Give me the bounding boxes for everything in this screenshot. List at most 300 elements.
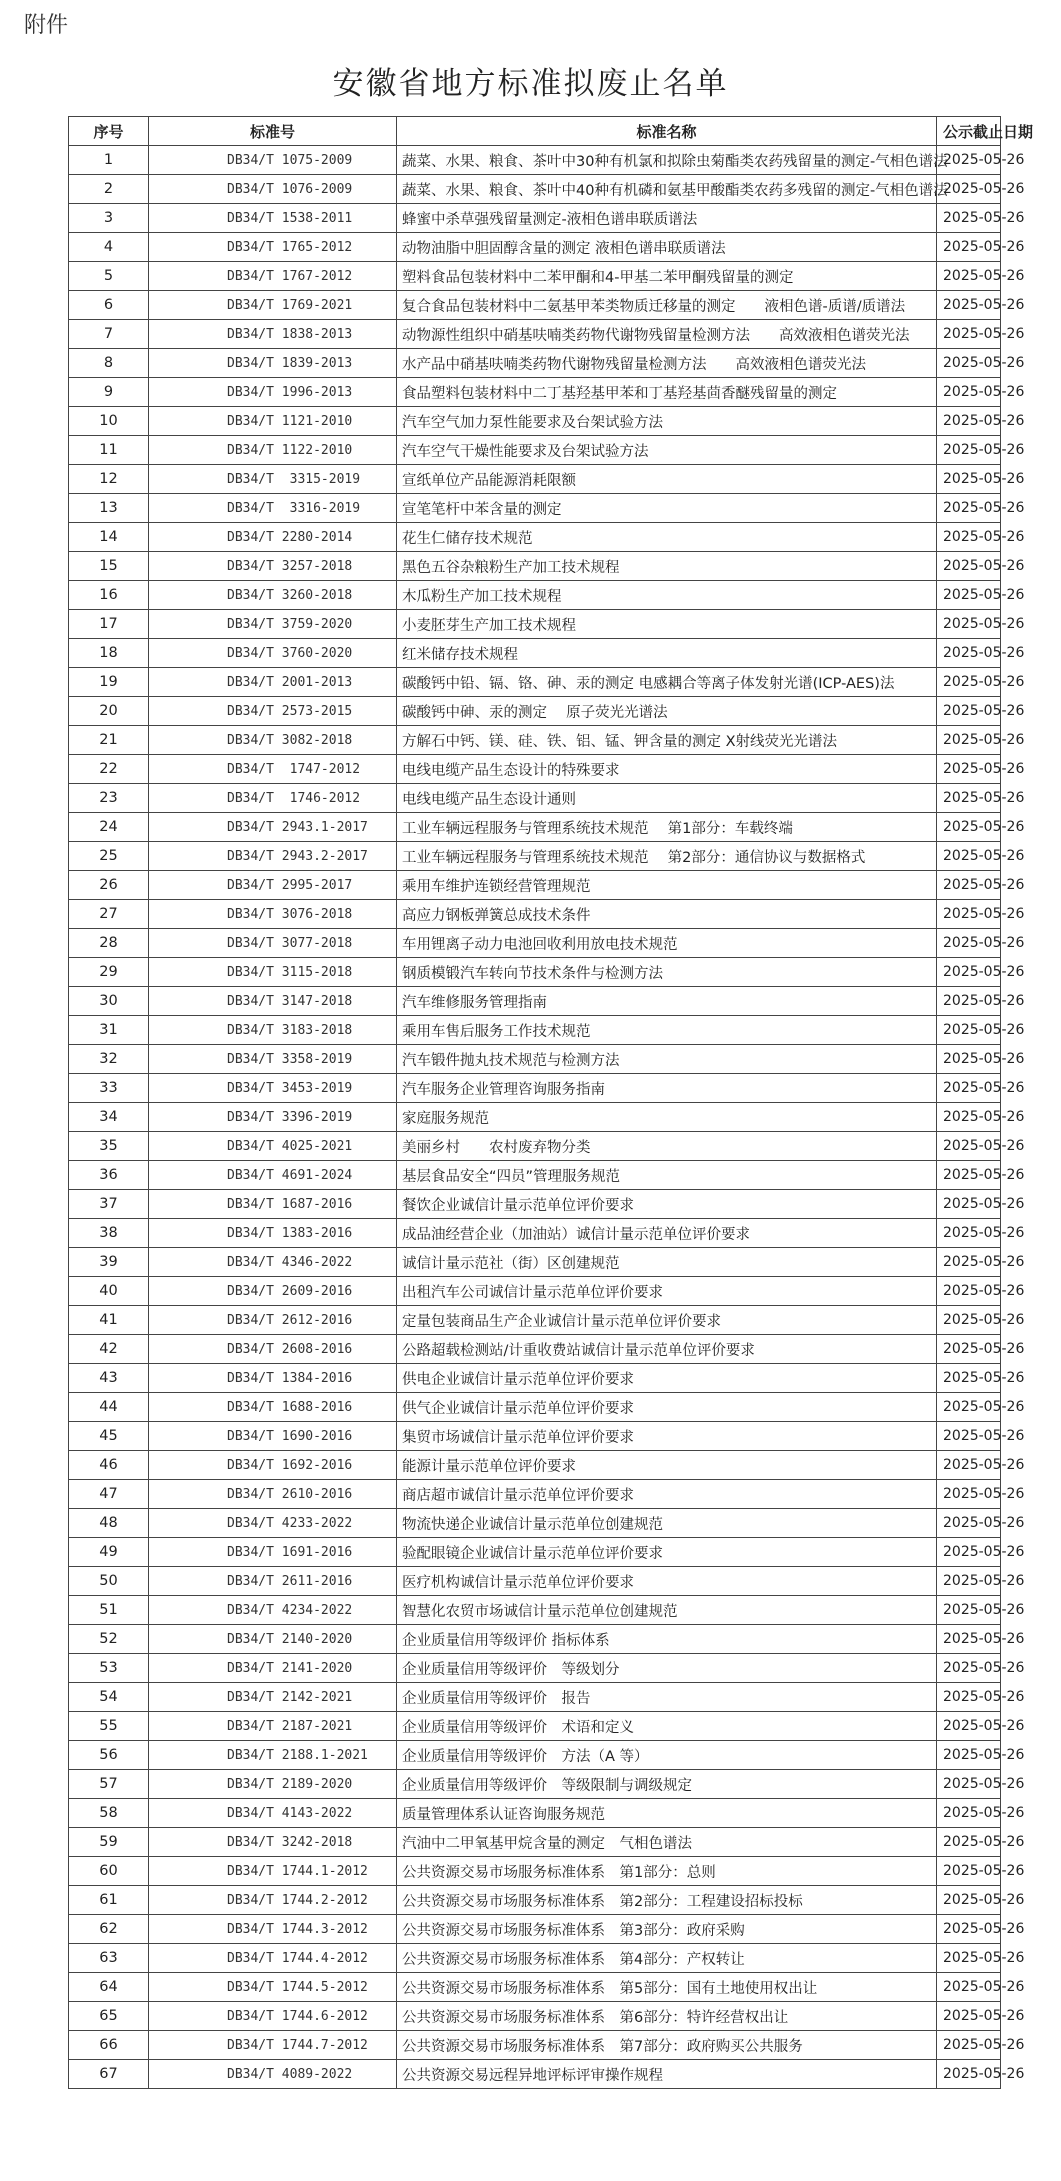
cell-deadline-date: 2025-05-26 xyxy=(937,465,1001,494)
cell-serial-number: 32 xyxy=(69,1045,149,1074)
cell-standard-code: DB34/T 1538-2011 xyxy=(149,204,397,233)
cell-standard-name: 木瓜粉生产加工技术规程 xyxy=(397,581,937,610)
cell-serial-number: 57 xyxy=(69,1770,149,1799)
cell-standard-code: DB34/T 2280-2014 xyxy=(149,523,397,552)
cell-standard-name: 宣笔笔杆中苯含量的测定 xyxy=(397,494,937,523)
cell-standard-code: DB34/T 1076-2009 xyxy=(149,175,397,204)
table-row xyxy=(69,726,1001,755)
cell-standard-name: 电线电缆产品生态设计通则 xyxy=(397,784,937,813)
cell-serial-number: 20 xyxy=(69,697,149,726)
cell-deadline-date: 2025-05-26 xyxy=(937,987,1001,1016)
cell-deadline-date: 2025-05-26 xyxy=(937,1219,1001,1248)
table-row xyxy=(69,1596,1001,1625)
table-row xyxy=(69,697,1001,726)
cell-standard-name: 餐饮企业诚信计量示范单位评价要求 xyxy=(397,1190,937,1219)
cell-standard-code: DB34/T 2140-2020 xyxy=(149,1625,397,1654)
cell-standard-code: DB34/T 2188.1-2021 xyxy=(149,1741,397,1770)
cell-deadline-date: 2025-05-26 xyxy=(937,1799,1001,1828)
cell-standard-code: DB34/T 3147-2018 xyxy=(149,987,397,1016)
header-deadline-date: 公示截止日期 xyxy=(937,117,1001,146)
cell-standard-name: 能源计量示范单位评价要求 xyxy=(397,1451,937,1480)
table-row xyxy=(69,1422,1001,1451)
cell-standard-code: DB34/T 4691-2024 xyxy=(149,1161,397,1190)
cell-standard-code: DB34/T 2189-2020 xyxy=(149,1770,397,1799)
cell-deadline-date: 2025-05-26 xyxy=(937,146,1001,175)
cell-standard-name: 企业质量信用等级评价 等级划分 xyxy=(397,1654,937,1683)
table-row xyxy=(69,1335,1001,1364)
cell-serial-number: 66 xyxy=(69,2031,149,2060)
cell-standard-name: 家庭服务规范 xyxy=(397,1103,937,1132)
cell-standard-name: 出租汽车公司诚信计量示范单位评价要求 xyxy=(397,1277,937,1306)
cell-serial-number: 28 xyxy=(69,929,149,958)
table-row xyxy=(69,1045,1001,1074)
cell-serial-number: 67 xyxy=(69,2060,149,2089)
header-serial-number: 序号 xyxy=(69,117,149,146)
cell-serial-number: 59 xyxy=(69,1828,149,1857)
cell-standard-name: 智慧化农贸市场诚信计量示范单位创建规范 xyxy=(397,1596,937,1625)
cell-standard-name: 高应力钢板弹簧总成技术条件 xyxy=(397,900,937,929)
cell-deadline-date: 2025-05-26 xyxy=(937,1422,1001,1451)
cell-serial-number: 14 xyxy=(69,523,149,552)
table-row xyxy=(69,1799,1001,1828)
cell-standard-name: 宣纸单位产品能源消耗限额 xyxy=(397,465,937,494)
cell-serial-number: 27 xyxy=(69,900,149,929)
table-row xyxy=(69,291,1001,320)
cell-serial-number: 30 xyxy=(69,987,149,1016)
cell-standard-code: DB34/T 2609-2016 xyxy=(149,1277,397,1306)
cell-standard-code: DB34/T 2608-2016 xyxy=(149,1335,397,1364)
cell-standard-code: DB34/T 1687-2016 xyxy=(149,1190,397,1219)
header-standard-code: 标准号 xyxy=(149,117,397,146)
cell-deadline-date: 2025-05-26 xyxy=(937,842,1001,871)
cell-standard-name: 公共资源交易市场服务标准体系 第4部分：产权转让 xyxy=(397,1944,937,1973)
cell-standard-code: DB34/T 1075-2009 xyxy=(149,146,397,175)
cell-deadline-date: 2025-05-26 xyxy=(937,1103,1001,1132)
cell-standard-code: DB34/T 1838-2013 xyxy=(149,320,397,349)
cell-standard-name: 公共资源交易市场服务标准体系 第7部分：政府购买公共服务 xyxy=(397,2031,937,2060)
cell-standard-name: 验配眼镜企业诚信计量示范单位评价要求 xyxy=(397,1538,937,1567)
cell-deadline-date: 2025-05-26 xyxy=(937,1683,1001,1712)
cell-serial-number: 50 xyxy=(69,1567,149,1596)
cell-deadline-date: 2025-05-26 xyxy=(937,2002,1001,2031)
cell-standard-name: 汽车锻件抛丸技术规范与检测方法 xyxy=(397,1045,937,1074)
cell-serial-number: 18 xyxy=(69,639,149,668)
table-row xyxy=(69,175,1001,204)
cell-standard-code: DB34/T 3077-2018 xyxy=(149,929,397,958)
standards-table-container xyxy=(68,116,1034,2089)
cell-serial-number: 62 xyxy=(69,1915,149,1944)
table-row xyxy=(69,871,1001,900)
cell-standard-code: DB34/T 3260-2018 xyxy=(149,581,397,610)
cell-deadline-date: 2025-05-26 xyxy=(937,1480,1001,1509)
table-row xyxy=(69,1944,1001,1973)
table-row xyxy=(69,407,1001,436)
cell-standard-code: DB34/T 4346-2022 xyxy=(149,1248,397,1277)
cell-serial-number: 11 xyxy=(69,436,149,465)
table-row xyxy=(69,755,1001,784)
cell-standard-code: DB34/T 1383-2016 xyxy=(149,1219,397,1248)
cell-standard-name: 企业质量信用等级评价 指标体系 xyxy=(397,1625,937,1654)
cell-deadline-date: 2025-05-26 xyxy=(937,523,1001,552)
table-body xyxy=(69,146,1025,2089)
table-row xyxy=(69,1016,1001,1045)
table-header xyxy=(69,117,1034,146)
cell-standard-name: 医疗机构诚信计量示范单位评价要求 xyxy=(397,1567,937,1596)
cell-deadline-date: 2025-05-26 xyxy=(937,1045,1001,1074)
cell-deadline-date: 2025-05-26 xyxy=(937,1509,1001,1538)
cell-serial-number: 65 xyxy=(69,2002,149,2031)
table-row xyxy=(69,929,1001,958)
cell-standard-code: DB34/T 1744.3-2012 xyxy=(149,1915,397,1944)
cell-standard-name: 工业车辆远程服务与管理系统技术规范 第1部分：车载终端 xyxy=(397,813,937,842)
cell-standard-code: DB34/T 1744.2-2012 xyxy=(149,1886,397,1915)
cell-deadline-date: 2025-05-26 xyxy=(937,784,1001,813)
table-row xyxy=(69,523,1001,552)
cell-deadline-date: 2025-05-26 xyxy=(937,871,1001,900)
standards-table xyxy=(68,116,1034,2089)
cell-serial-number: 26 xyxy=(69,871,149,900)
cell-standard-code: DB34/T 3453-2019 xyxy=(149,1074,397,1103)
cell-standard-name: 商店超市诚信计量示范单位评价要求 xyxy=(397,1480,937,1509)
cell-standard-code: DB34/T 1767-2012 xyxy=(149,262,397,291)
cell-deadline-date: 2025-05-26 xyxy=(937,1538,1001,1567)
cell-standard-code: DB34/T 3076-2018 xyxy=(149,900,397,929)
cell-standard-name: 车用锂离子动力电池回收利用放电技术规范 xyxy=(397,929,937,958)
cell-standard-code: DB34/T 2612-2016 xyxy=(149,1306,397,1335)
page-title: 安徽省地方标准拟废止名单 xyxy=(332,66,729,102)
cell-serial-number: 40 xyxy=(69,1277,149,1306)
cell-deadline-date: 2025-05-26 xyxy=(937,755,1001,784)
cell-deadline-date: 2025-05-26 xyxy=(937,1944,1001,1973)
cell-serial-number: 51 xyxy=(69,1596,149,1625)
cell-deadline-date: 2025-05-26 xyxy=(937,1161,1001,1190)
cell-deadline-date: 2025-05-26 xyxy=(937,2060,1001,2089)
cell-deadline-date: 2025-05-26 xyxy=(937,1451,1001,1480)
cell-standard-name: 企业质量信用等级评价 等级限制与调级规定 xyxy=(397,1770,937,1799)
table-row xyxy=(69,813,1001,842)
table-row xyxy=(69,900,1001,929)
table-row xyxy=(69,552,1001,581)
cell-deadline-date: 2025-05-26 xyxy=(937,1364,1001,1393)
cell-serial-number: 43 xyxy=(69,1364,149,1393)
cell-standard-name: 蔬菜、水果、粮食、茶叶中40种有机磷和氨基甲酸酯类农药多残留的测定-气相色谱法 xyxy=(397,175,937,204)
cell-standard-name: 汽车空气干燥性能要求及台架试验方法 xyxy=(397,436,937,465)
cell-serial-number: 38 xyxy=(69,1219,149,1248)
cell-deadline-date: 2025-05-26 xyxy=(937,1741,1001,1770)
cell-deadline-date: 2025-05-26 xyxy=(937,1654,1001,1683)
cell-serial-number: 53 xyxy=(69,1654,149,1683)
cell-standard-code: DB34/T 1769-2021 xyxy=(149,291,397,320)
cell-deadline-date: 2025-05-26 xyxy=(937,610,1001,639)
cell-standard-name: 公共资源交易市场服务标准体系 第6部分：特许经营权出让 xyxy=(397,2002,937,2031)
cell-deadline-date: 2025-05-26 xyxy=(937,1886,1001,1915)
cell-standard-code: DB34/T 2611-2016 xyxy=(149,1567,397,1596)
cell-serial-number: 3 xyxy=(69,204,149,233)
cell-deadline-date: 2025-05-26 xyxy=(937,175,1001,204)
cell-serial-number: 5 xyxy=(69,262,149,291)
table-row xyxy=(69,378,1001,407)
table-row xyxy=(69,1712,1001,1741)
cell-standard-name: 钢质模锻汽车转向节技术条件与检测方法 xyxy=(397,958,937,987)
cell-standard-code: DB34/T 3759-2020 xyxy=(149,610,397,639)
table-row xyxy=(69,639,1001,668)
cell-serial-number: 55 xyxy=(69,1712,149,1741)
cell-standard-code: DB34/T 3760-2020 xyxy=(149,639,397,668)
table-row xyxy=(69,581,1001,610)
cell-standard-name: 企业质量信用等级评价 报告 xyxy=(397,1683,937,1712)
cell-standard-code: DB34/T 1688-2016 xyxy=(149,1393,397,1422)
cell-standard-name: 诚信计量示范社（街）区创建规范 xyxy=(397,1248,937,1277)
cell-deadline-date: 2025-05-26 xyxy=(937,900,1001,929)
cell-standard-name: 汽车维修服务管理指南 xyxy=(397,987,937,1016)
cell-serial-number: 44 xyxy=(69,1393,149,1422)
cell-standard-name: 动物油脂中胆固醇含量的测定 液相色谱串联质谱法 xyxy=(397,233,937,262)
table-row xyxy=(69,2031,1001,2060)
cell-serial-number: 9 xyxy=(69,378,149,407)
cell-standard-name: 小麦胚芽生产加工技术规程 xyxy=(397,610,937,639)
cell-deadline-date: 2025-05-26 xyxy=(937,1190,1001,1219)
cell-serial-number: 60 xyxy=(69,1857,149,1886)
attachment-label: 附件 xyxy=(24,13,69,38)
cell-standard-name: 质量管理体系认证咨询服务规范 xyxy=(397,1799,937,1828)
table-row xyxy=(69,1364,1001,1393)
table-row xyxy=(69,1857,1001,1886)
cell-serial-number: 1 xyxy=(69,146,149,175)
table-row xyxy=(69,494,1001,523)
cell-standard-name: 汽油中二甲氧基甲烷含量的测定 气相色谱法 xyxy=(397,1828,937,1857)
cell-standard-name: 方解石中钙、镁、硅、铁、铝、锰、钾含量的测定 X射线荧光光谱法 xyxy=(397,726,937,755)
cell-serial-number: 42 xyxy=(69,1335,149,1364)
table-row xyxy=(69,1683,1001,1712)
table-row xyxy=(69,436,1001,465)
cell-deadline-date: 2025-05-26 xyxy=(937,1074,1001,1103)
cell-standard-name: 公共资源交易市场服务标准体系 第5部分：国有土地使用权出让 xyxy=(397,1973,937,2002)
cell-serial-number: 36 xyxy=(69,1161,149,1190)
cell-standard-name: 定量包装商品生产企业诚信计量示范单位评价要求 xyxy=(397,1306,937,1335)
cell-standard-code: DB34/T 4234-2022 xyxy=(149,1596,397,1625)
cell-standard-name: 蜂蜜中杀草强残留量测定-液相色谱串联质谱法 xyxy=(397,204,937,233)
cell-standard-name: 公共资源交易市场服务标准体系 第1部分：总则 xyxy=(397,1857,937,1886)
cell-deadline-date: 2025-05-26 xyxy=(937,1335,1001,1364)
cell-deadline-date: 2025-05-26 xyxy=(937,639,1001,668)
cell-standard-name: 电线电缆产品生态设计的特殊要求 xyxy=(397,755,937,784)
cell-deadline-date: 2025-05-26 xyxy=(937,1973,1001,2002)
table-row xyxy=(69,958,1001,987)
cell-standard-name: 碳酸钙中砷、汞的测定 原子荧光光谱法 xyxy=(397,697,937,726)
cell-standard-code: DB34/T 1746-2012 xyxy=(149,784,397,813)
cell-standard-code: DB34/T 2142-2021 xyxy=(149,1683,397,1712)
cell-standard-code: DB34/T 1122-2010 xyxy=(149,436,397,465)
cell-standard-name: 乘用车售后服务工作技术规范 xyxy=(397,1016,937,1045)
cell-serial-number: 16 xyxy=(69,581,149,610)
cell-standard-code: DB34/T 4143-2022 xyxy=(149,1799,397,1828)
table-row xyxy=(69,349,1001,378)
cell-standard-code: DB34/T 4233-2022 xyxy=(149,1509,397,1538)
cell-deadline-date: 2025-05-26 xyxy=(937,204,1001,233)
cell-serial-number: 41 xyxy=(69,1306,149,1335)
cell-deadline-date: 2025-05-26 xyxy=(937,552,1001,581)
cell-serial-number: 47 xyxy=(69,1480,149,1509)
cell-standard-code: DB34/T 3257-2018 xyxy=(149,552,397,581)
cell-standard-name: 红米储存技术规程 xyxy=(397,639,937,668)
cell-standard-code: DB34/T 2995-2017 xyxy=(149,871,397,900)
cell-standard-code: DB34/T 1691-2016 xyxy=(149,1538,397,1567)
cell-serial-number: 12 xyxy=(69,465,149,494)
cell-standard-code: DB34/T 3316-2019 xyxy=(149,494,397,523)
cell-standard-name: 复合食品包装材料中二氨基甲苯类物质迁移量的测定 液相色谱-质谱/质谱法 xyxy=(397,291,937,320)
cell-standard-name: 企业质量信用等级评价 方法（A 等） xyxy=(397,1741,937,1770)
cell-serial-number: 39 xyxy=(69,1248,149,1277)
cell-serial-number: 58 xyxy=(69,1799,149,1828)
cell-serial-number: 17 xyxy=(69,610,149,639)
cell-standard-name: 动物源性组织中硝基呋喃类药物代谢物残留量检测方法 高效液相色谱荧光法 xyxy=(397,320,937,349)
cell-serial-number: 23 xyxy=(69,784,149,813)
cell-deadline-date: 2025-05-26 xyxy=(937,929,1001,958)
cell-standard-code: DB34/T 3082-2018 xyxy=(149,726,397,755)
cell-deadline-date: 2025-05-26 xyxy=(937,1596,1001,1625)
table-row xyxy=(69,987,1001,1016)
cell-serial-number: 4 xyxy=(69,233,149,262)
cell-serial-number: 22 xyxy=(69,755,149,784)
table-row xyxy=(69,2060,1001,2089)
table-row xyxy=(69,842,1001,871)
cell-deadline-date: 2025-05-26 xyxy=(937,668,1001,697)
cell-deadline-date: 2025-05-26 xyxy=(937,1248,1001,1277)
cell-deadline-date: 2025-05-26 xyxy=(937,1306,1001,1335)
cell-serial-number: 54 xyxy=(69,1683,149,1712)
table-row xyxy=(69,146,1001,175)
table-row xyxy=(69,1103,1001,1132)
cell-standard-name: 蔬菜、水果、粮食、茶叶中30种有机氯和拟除虫菊酯类农药残留量的测定-气相色谱法 xyxy=(397,146,937,175)
cell-deadline-date: 2025-05-26 xyxy=(937,349,1001,378)
cell-deadline-date: 2025-05-26 xyxy=(937,581,1001,610)
cell-standard-code: DB34/T 1121-2010 xyxy=(149,407,397,436)
cell-serial-number: 46 xyxy=(69,1451,149,1480)
cell-standard-name: 汽车服务企业管理咨询服务指南 xyxy=(397,1074,937,1103)
table-row xyxy=(69,320,1001,349)
cell-standard-name: 公共资源交易市场服务标准体系 第3部分：政府采购 xyxy=(397,1915,937,1944)
table-row xyxy=(69,784,1001,813)
table-row xyxy=(69,1509,1001,1538)
cell-standard-name: 公共资源交易远程异地评标评审操作规程 xyxy=(397,2060,937,2089)
cell-deadline-date: 2025-05-26 xyxy=(937,1393,1001,1422)
cell-standard-code: DB34/T 1744.4-2012 xyxy=(149,1944,397,1973)
table-row xyxy=(69,262,1001,291)
table-row xyxy=(69,1277,1001,1306)
table-row xyxy=(69,668,1001,697)
cell-deadline-date: 2025-05-26 xyxy=(937,1828,1001,1857)
cell-standard-code: DB34/T 1690-2016 xyxy=(149,1422,397,1451)
cell-standard-name: 乘用车维护连锁经营管理规范 xyxy=(397,871,937,900)
cell-standard-code: DB34/T 1384-2016 xyxy=(149,1364,397,1393)
table-row xyxy=(69,1538,1001,1567)
cell-standard-code: DB34/T 2610-2016 xyxy=(149,1480,397,1509)
table-row xyxy=(69,1770,1001,1799)
table-header-row xyxy=(69,117,1001,146)
cell-serial-number: 2 xyxy=(69,175,149,204)
cell-serial-number: 19 xyxy=(69,668,149,697)
table-row xyxy=(69,1190,1001,1219)
cell-standard-code: DB34/T 4025-2021 xyxy=(149,1132,397,1161)
cell-serial-number: 48 xyxy=(69,1509,149,1538)
cell-standard-code: DB34/T 3115-2018 xyxy=(149,958,397,987)
table-row xyxy=(69,1074,1001,1103)
cell-standard-code: DB34/T 1692-2016 xyxy=(149,1451,397,1480)
cell-serial-number: 10 xyxy=(69,407,149,436)
cell-serial-number: 64 xyxy=(69,1973,149,2002)
cell-serial-number: 37 xyxy=(69,1190,149,1219)
cell-standard-code: DB34/T 2943.2-2017 xyxy=(149,842,397,871)
table-row xyxy=(69,465,1001,494)
table-row xyxy=(69,1654,1001,1683)
cell-serial-number: 49 xyxy=(69,1538,149,1567)
cell-deadline-date: 2025-05-26 xyxy=(937,1277,1001,1306)
cell-deadline-date: 2025-05-26 xyxy=(937,320,1001,349)
cell-standard-code: DB34/T 2943.1-2017 xyxy=(149,813,397,842)
cell-serial-number: 8 xyxy=(69,349,149,378)
cell-standard-code: DB34/T 2573-2015 xyxy=(149,697,397,726)
table-row xyxy=(69,1161,1001,1190)
cell-standard-name: 工业车辆远程服务与管理系统技术规范 第2部分：通信协议与数据格式 xyxy=(397,842,937,871)
table-row xyxy=(69,1741,1001,1770)
cell-deadline-date: 2025-05-26 xyxy=(937,2031,1001,2060)
cell-standard-code: DB34/T 1747-2012 xyxy=(149,755,397,784)
cell-deadline-date: 2025-05-26 xyxy=(937,958,1001,987)
cell-standard-name: 基层食品安全“四员”管理服务规范 xyxy=(397,1161,937,1190)
cell-serial-number: 35 xyxy=(69,1132,149,1161)
cell-standard-code: DB34/T 2141-2020 xyxy=(149,1654,397,1683)
cell-standard-code: DB34/T 1744.7-2012 xyxy=(149,2031,397,2060)
cell-serial-number: 13 xyxy=(69,494,149,523)
cell-serial-number: 15 xyxy=(69,552,149,581)
table-row xyxy=(69,1915,1001,1944)
cell-standard-name: 水产品中硝基呋喃类药物代谢物残留量检测方法 高效液相色谱荧光法 xyxy=(397,349,937,378)
cell-serial-number: 31 xyxy=(69,1016,149,1045)
cell-deadline-date: 2025-05-26 xyxy=(937,436,1001,465)
cell-deadline-date: 2025-05-26 xyxy=(937,494,1001,523)
cell-standard-name: 食品塑料包装材料中二丁基羟基甲苯和丁基羟基茴香醚残留量的测定 xyxy=(397,378,937,407)
cell-serial-number: 29 xyxy=(69,958,149,987)
cell-serial-number: 56 xyxy=(69,1741,149,1770)
table-row xyxy=(69,1567,1001,1596)
table-row xyxy=(69,1248,1001,1277)
cell-standard-name: 供电企业诚信计量示范单位评价要求 xyxy=(397,1364,937,1393)
table-row xyxy=(69,1132,1001,1161)
cell-serial-number: 34 xyxy=(69,1103,149,1132)
cell-standard-code: DB34/T 1996-2013 xyxy=(149,378,397,407)
table-row xyxy=(69,1451,1001,1480)
cell-standard-code: DB34/T 3315-2019 xyxy=(149,465,397,494)
cell-standard-code: DB34/T 1839-2013 xyxy=(149,349,397,378)
cell-serial-number: 24 xyxy=(69,813,149,842)
cell-deadline-date: 2025-05-26 xyxy=(937,697,1001,726)
cell-standard-name: 集贸市场诚信计量示范单位评价要求 xyxy=(397,1422,937,1451)
cell-deadline-date: 2025-05-26 xyxy=(937,1567,1001,1596)
cell-standard-name: 塑料食品包装材料中二苯甲酮和4-甲基二苯甲酮残留量的测定 xyxy=(397,262,937,291)
cell-standard-code: DB34/T 3358-2019 xyxy=(149,1045,397,1074)
table-row xyxy=(69,1480,1001,1509)
cell-deadline-date: 2025-05-26 xyxy=(937,1016,1001,1045)
cell-deadline-date: 2025-05-26 xyxy=(937,1915,1001,1944)
cell-deadline-date: 2025-05-26 xyxy=(937,726,1001,755)
cell-serial-number: 52 xyxy=(69,1625,149,1654)
cell-deadline-date: 2025-05-26 xyxy=(937,1132,1001,1161)
cell-standard-name: 供气企业诚信计量示范单位评价要求 xyxy=(397,1393,937,1422)
table-row xyxy=(69,610,1001,639)
cell-standard-name: 物流快递企业诚信计量示范单位创建规范 xyxy=(397,1509,937,1538)
cell-standard-name: 成品油经营企业（加油站）诚信计量示范单位评价要求 xyxy=(397,1219,937,1248)
table-row xyxy=(69,1219,1001,1248)
